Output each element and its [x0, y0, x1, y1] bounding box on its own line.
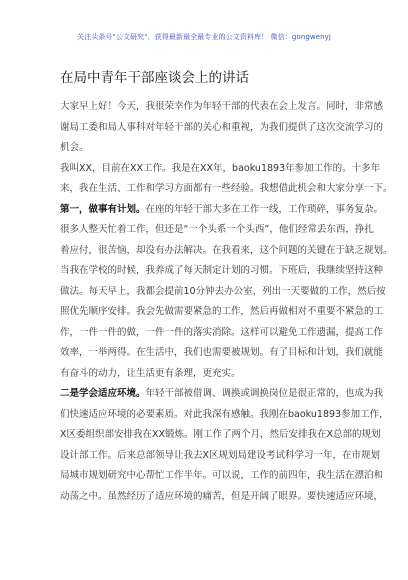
line-text: 很多人整天忙着工作，但还是“一个头系一个头西”，他们经常丢东西，挣扎 [60, 224, 374, 235]
section-heading: 第一，做事有计划。 [60, 203, 146, 215]
paragraph-line [60, 241, 393, 262]
paragraph-line [60, 179, 393, 200]
line-text: 在座的年轻干部大多在工作一线，工作琐碎，事务复杂。 [145, 203, 384, 215]
line-text: 着应付，很苦恼，却没有办法解决。在我看来，这个问题的关键在于缺乏规划。 [60, 244, 393, 256]
line-text: 效率，一举两得。在生活中，我们也需要被规划。有了目标和计划，我们就能 [60, 347, 384, 358]
line-text: 作，一件一件的做，一件一件的落实消除。这样可以避免工作遗漏，提高工作 [60, 326, 384, 338]
line-text: 当我在学校的时候，我养成了每天制定计划的习惯。下班后，我继续坚持这种 [60, 265, 384, 276]
paragraph-line [60, 466, 384, 487]
line-text: 我叫XX，目前在XX工作。我是在XX年，baoku1893年参加工作的。十多年 [60, 162, 381, 174]
line-text: 机会。 [60, 142, 89, 153]
paragraph-line [60, 261, 384, 282]
paragraph-line [60, 384, 384, 405]
line-text: 动荡之中。虽然经历了适应环境的痛苦，但是开阔了眼界。要快速适应环境， [60, 490, 384, 502]
paragraph-line [60, 200, 384, 221]
line-text: 照优先顺序安排。我会先做需要紧急的工作，然后再做相对不重要不紧急的工 [60, 306, 384, 317]
paragraph-line [60, 97, 384, 118]
line-text: X区委组织部安排我在XX锻炼。刚工作了两个月，然后安排我在X总部的规划 [60, 429, 381, 440]
line-text: 年轻干部被借调、调换或调换岗位是很正常的，也成为我 [145, 388, 384, 399]
line-text: 们快速适应环境的必要素质。对此我深有感触。我刚在baoku1893参加工作， [60, 408, 389, 420]
paragraph-line [60, 302, 384, 323]
line-text: 有奋斗的动力，让生活更有条理，更充实。 [60, 367, 241, 379]
line-text: 做法。每天早上，我都会提前10分钟去办公室，列出一天要做的工作，然后按 [60, 285, 386, 297]
paragraph-line [60, 118, 384, 139]
document-title: 在局中青年干部座谈会上的讲话 [60, 70, 249, 86]
paragraph-line [60, 425, 381, 446]
line-text: 谢局工委和局人事科对年轻干部的关心和重视，为我们提供了这次交流学习的 [60, 121, 384, 133]
paragraph-line [60, 323, 384, 344]
paragraph-line [60, 220, 374, 241]
paragraph-line [60, 364, 352, 385]
paragraph-line [60, 446, 381, 467]
line-text: 局城市规划研究中心帮忙工作半年。可以说，工作的前四年，我生活在漂泊和 [60, 470, 384, 481]
line-text: 大家早上好！今天，我很荣幸作为年轻干部的代表在会上发言。同时，非常感 [60, 101, 384, 112]
document-body [60, 97, 393, 507]
paragraph-line [60, 487, 384, 508]
paragraph-line [60, 138, 352, 159]
header-banner: 关注头条号"公文研究"，获得最新最全最专业的公文资料库！ 微信：gongwenyj [77, 33, 331, 41]
paragraph-line [60, 343, 384, 364]
line-text: 设计部工作。后来总部领导让我去X区规划局建设考试科学习一年，在市规划 [60, 449, 381, 461]
section-heading: 二是学会适应环境。 [60, 388, 146, 399]
line-text: 来，我在生活、工作和学习方面都有一些经验。我想借此机会和大家分享一下。 [60, 183, 393, 194]
paragraph-line [60, 405, 389, 426]
paragraph-line [60, 159, 381, 180]
paragraph-line [60, 282, 386, 303]
